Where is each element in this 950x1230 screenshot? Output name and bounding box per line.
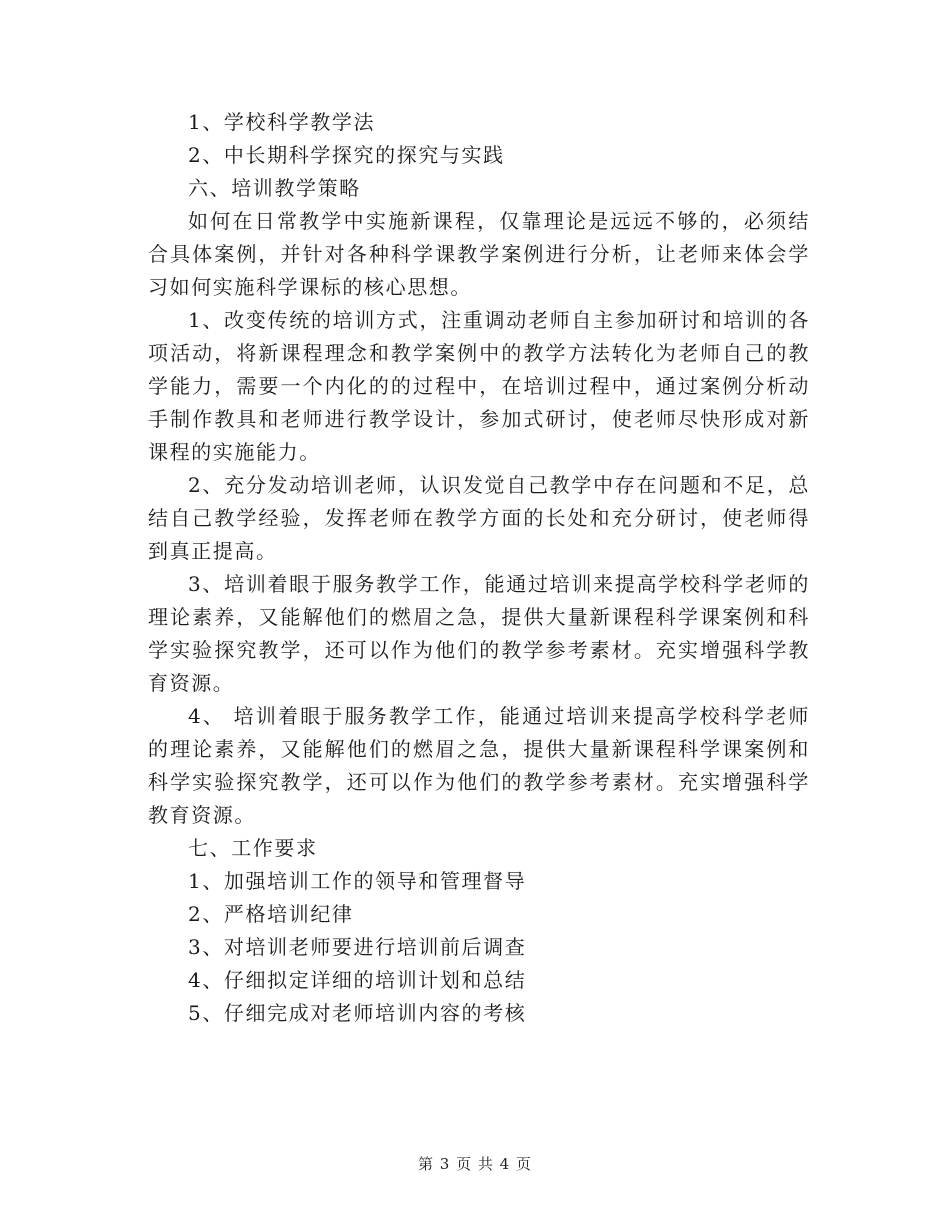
paragraph-strategy-2: 2、充分发动培训老师，认识发觉自己教学中存在问题和不足，总结自己教学经验，发挥老师在教学方面的长处和充分研讨，使老师得到真正提高。 bbox=[148, 473, 810, 563]
document-body bbox=[148, 106, 810, 1030]
list-item-requirement-4: 4、仔细拟定详细的培训计划和总结 bbox=[188, 968, 527, 992]
list-item-requirement-2: 2、严格培训纪律 bbox=[188, 902, 354, 926]
page-number-footer: 第 3 页 共 4 页 bbox=[418, 1155, 532, 1173]
list-item-requirement-3: 3、对培训老师要进行培训前后调查 bbox=[188, 935, 527, 959]
paragraph-strategy-3: 3、培训着眼于服务教学工作，能通过培训来提高学校科学老师的理论素养，又能解他们的燃眉之急，提供大量新课程科学课案例和科学实验探究教学，还可以作为他们的教学参考素材。充实增强科学教育资源。 bbox=[148, 572, 810, 695]
paragraph-strategy-4: 4、 培训着眼于服务教学工作，能通过培训来提高学校科学老师的理论素养，又能解他们的燃眉之急，提供大量新课程科学课案例和科学实验探究教学，还可以作为他们的教学参考素材。充实增强科学教育资源。 bbox=[148, 704, 810, 827]
paragraph-intro: 如何在日常教学中实施新课程，仅靠理论是远远不够的，必须结合具体案例，并针对各种科学课教学案例进行分析，让老师来体会学习如何实施科学课标的核心思想。 bbox=[148, 209, 810, 299]
list-item-long-term-inquiry: 2、中长期科学探究的探究与实践 bbox=[188, 143, 505, 167]
paragraph-strategy-1: 1、改变传统的培训方式，注重调动老师自主参加研讨和培训的各项活动，将新课程理念和教学案例中的教学方法转化为老师自己的教学能力，需要一个内化的的过程中，在培训过程中，通过案例分析动手制作教具和老师进行教学设计，参加式研讨，使老师尽快形成对新课程的实施能力。 bbox=[148, 308, 810, 464]
section-heading-work-requirements: 七、工作要求 bbox=[188, 836, 318, 860]
list-item-requirement-1: 1、加强培训工作的领导和管理督导 bbox=[188, 869, 527, 893]
list-item-requirement-5: 5、仔细完成对老师培训内容的考核 bbox=[188, 1001, 527, 1025]
list-item-school-science-teaching: 1、学校科学教学法 bbox=[188, 110, 376, 134]
section-heading-training-strategy: 六、培训教学策略 bbox=[188, 176, 361, 200]
